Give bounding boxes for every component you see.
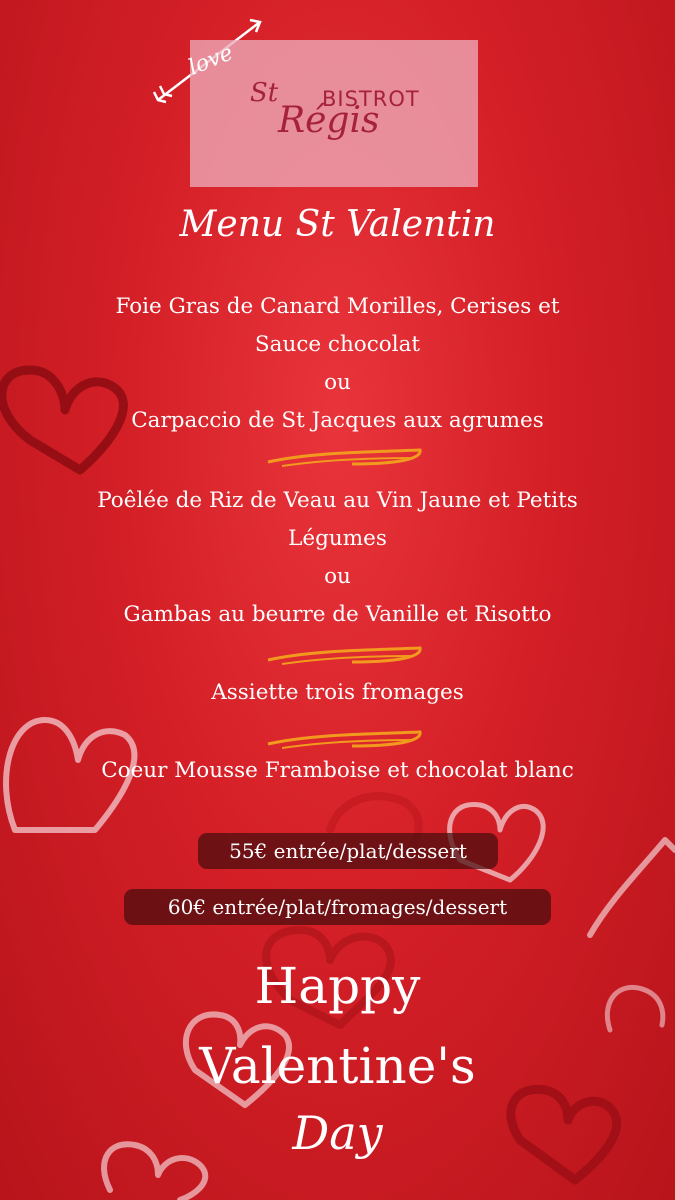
swash-divider-icon: [262, 446, 427, 470]
price-badge-3-courses: 55€ entrée/plat/dessert: [198, 833, 498, 869]
starter-line-1: Foie Gras de Canard Morilles, Cerises et: [115, 294, 560, 319]
logo-st: St: [250, 78, 279, 108]
main-line-3: Gambas au beurre de Vanille et Risotto: [123, 602, 552, 627]
greeting-valentines: Valentine's: [199, 1037, 476, 1095]
menu-title: Menu St Valentin: [179, 204, 496, 245]
price-badge-4-courses: 60€ entrée/plat/fromages/dessert: [124, 889, 551, 925]
starter-or: ou: [324, 370, 351, 395]
heart-icon: [590, 840, 675, 935]
love-script: love: [184, 40, 237, 81]
main-or: ou: [324, 564, 351, 589]
logo-regis: Régis: [278, 100, 380, 141]
greeting-day: Day: [292, 1106, 383, 1160]
swash-divider-icon: [262, 644, 427, 668]
starter-line-2: Sauce chocolat: [254, 332, 421, 357]
starter-line-3: Carpaccio de St Jacques aux agrumes: [131, 408, 544, 433]
logo-bistrot: BISTROT: [322, 87, 420, 111]
main-line-2: Légumes: [288, 526, 387, 551]
greeting-happy: Happy: [254, 957, 421, 1015]
dessert-course: Coeur Mousse Framboise et chocolat blanc: [101, 758, 574, 783]
main-line-1: Poêlée de Riz de Veau au Vin Jaune et Petits: [97, 488, 578, 513]
cheese-course: Assiette trois fromages: [211, 680, 464, 705]
swash-divider-icon: [262, 728, 427, 752]
